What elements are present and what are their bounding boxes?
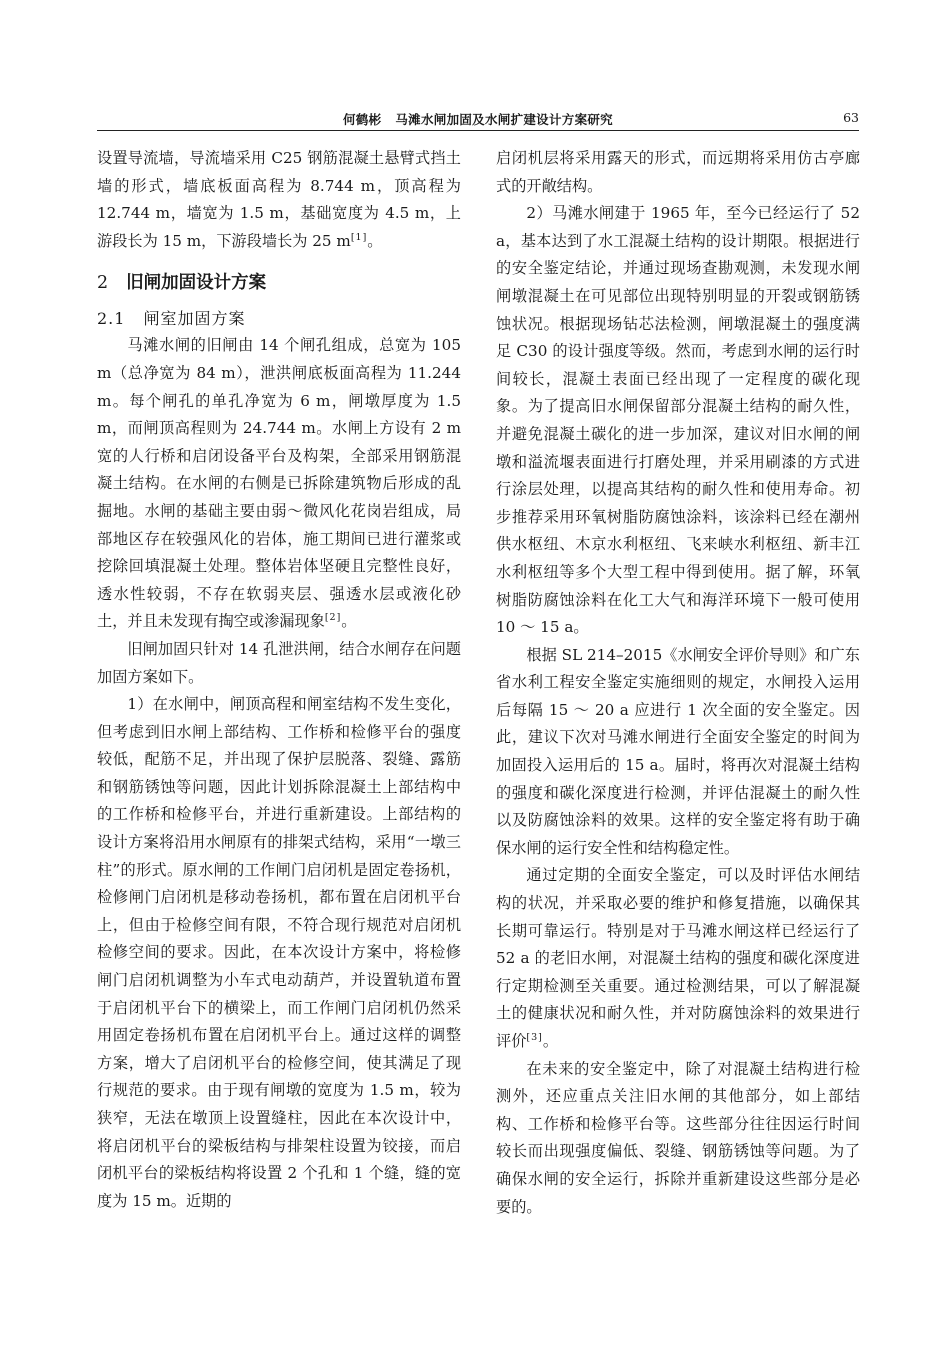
subsection-title: 闸室加固方案 — [143, 309, 246, 329]
header-title: 马滩水闸加固及水闸扩建设计方案研究 — [395, 112, 613, 127]
citation-2: [2] — [324, 612, 342, 624]
section-title: 旧闸加固设计方案 — [126, 273, 267, 294]
paragraph-scope: 旧闸加固只针对 14 孔泄洪闸，结合水闸存在问题加固方案如下。 — [97, 639, 461, 686]
paragraph-intro: 设置导流墙，导流墙采用 C25 钢筋混凝土悬臂式挡土墙的形式，墙底板面高程为 8.744 m，顶高程为 12.744 m，墙宽为 1.5 m，基础宽度为 4.5 m，上游段长为 15 m，下游段墙长为 25 m[1]。 — [97, 149, 461, 250]
paragraph-safety-standard: 根据 SL 214–2015《水闸安全评价导则》和广东省水利工程安全鉴定实施细则的规定，水闸投入运用后每隔 15 ～ 20 a 应进行 1 次全面的安全鉴定。因此，建议下次对马滩水闸进行全面安全鉴定的时间为加固投入运用后的 15 a。届时，将再次对混凝土结构的强度和碳化深度进行检测，并评估混凝土的耐久性以及防腐蚀涂料的效果。这样的安全鉴定将有助于确保水闸的运行安全性和结构稳定性。 — [496, 645, 860, 857]
paragraph-item-1: 1）在水闸中，闸顶高程和闸室结构不发生变化，但考虑到旧水闸上部结构、工作桥和检修平台的强度较低，配筋不足，并出现了保护层脱落、裂缝、露筋和钢筋锈蚀等问题，因此计划拆除混凝土上部结构中的工作桥和检修平台，并进行重新建设。上部结构的设计方案将沿用水闸原有的排架式结构，采用“一墩三柱”的形式。原水闸的工作闸门启闭机是固定卷扬机，检修闸门启闭机是移动卷扬机，都布置在启闭机平台上，但由于检修空间有限，不符合现行规范对启闭机检修空间的要求。因此，在本次设计方案中，将检修闸门启闭机调整为小车式电动葫芦，并设置轨道布置于启闭机平台下的横梁上，而工作闸门启闭机仍然采用固定卷扬机布置在启闭机平台上。通过这样的调整方案，增大了启闭机平台的检修空间，使其满足了现行规范的要求。由于现有闸墩的宽度为 1.5 m，较为狭窄，无法在墩顶上设置缝柱，因此在本次设计中，将启闭机平台的梁板结构与排架柱设置为铰接，而启闭机平台的梁板结构将设置 2 个孔和 1 个缝，缝的宽度为 15 m。近期的 — [97, 695, 461, 1210]
left-column — [97, 145, 461, 1215]
running-header — [97, 108, 859, 131]
page-number: 63 — [843, 110, 859, 125]
paragraph-old-gate: 马滩水闸的旧闸由 14 个闸孔组成，总宽为 105 m（总净宽为 84 m），泄洪闸底板面高程为 11.244 m。每个闸孔的单孔净宽为 6 m，闸墩厚度为 1.5 m，而闸顶高程则为 24.744 m。水闸上方设有 2 m 宽的人行桥和启闭设备平台及构架，全部采用钢筋混凝土结构。在水闸的右侧是已拆除建筑物后形成的乱掘地。水闸的基础主要由弱～微风化花岗岩组成，局部地区存在较强风化的岩体，施工期间已进行灌浆或挖除回填混凝土处理。整体岩体坚硬且完整性良好，透水性较弱，不存在软弱夹层、强透水层或液化砂土，并且未发现有掏空或渗漏现象[2]。 — [97, 336, 461, 631]
right-column — [496, 145, 860, 1221]
header-author: 何鹤彬 — [343, 112, 382, 127]
subsection-number: 2.1 — [97, 309, 126, 329]
header-author-title — [97, 110, 859, 128]
citation-3: [3] — [526, 1032, 543, 1043]
paragraph-periodic-inspection: 通过定期的全面安全鉴定，可以及时评估水闸结构的状况，并采取必要的维护和修复措施，以确保其长期可靠运行。特别是对于马滩水闸这样已经运行了 52 a 的老旧水闸，对混凝土结构的强度和碳化深度进行定期检测至关重要。通过检测结果，可以了解混凝土的健康状况和耐久性，并对防腐蚀涂料的效果进行评价[3]。 — [496, 866, 860, 1050]
citation-1: [1] — [350, 231, 368, 243]
section-heading-2 — [97, 269, 461, 297]
paragraph-future-inspection: 在未来的安全鉴定中，除了对混凝土结构进行检测外，还应重点关注旧水闸的其他部分，如上部结构、工作桥和检修平台等。这些部分往往因运行时间较长而出现强度偏低、裂缝、钢筋锈蚀等问题。为了确保水闸的安全运行，拆除并重新建设这些部分是必要的。 — [496, 1059, 860, 1216]
paragraph-continued: 启闭机层将采用露天的形式，而远期将采用仿古亭廊式的开敞结构。 — [496, 149, 860, 195]
section-number: 2 — [97, 273, 109, 294]
paragraph-item-2: 2）马滩水闸建于 1965 年，至今已经运行了 52 a，基本达到了水工混凝土结构的设计期限。根据进行的安全鉴定结论，并通过现场查勘观测，未发现水闸闸墩混凝土在可见部位出现特别明显的开裂或钢筋锈蚀状况。根据现场钻芯法检测，闸墩混凝土的强度满足 C30 的设计强度等级。然而，考虑到水闸的运行时间较长，混凝土表面已经出现了一定程度的碳化现象。为了提高旧水闸保留部分混凝土结构的耐久性，并避免混凝土碳化的进一步加深，建议对旧水闸的闸墩和溢流堰表面进行打磨处理，并采用刷漆的方式进行涂层处理，以提高其结构的耐久性和使用寿命。初步推荐采用环氧树脂防腐蚀涂料，该涂料已经在潮州供水枢纽、木京水利枢纽、飞来峡水利枢纽、新丰江水利枢纽等多个大型工程中得到使用。据了解，环氧树脂防腐蚀涂料在化工大气和海洋环境下一般可使用 10 ～ 15 a。 — [496, 204, 860, 637]
subsection-heading-2-1 — [97, 305, 461, 332]
